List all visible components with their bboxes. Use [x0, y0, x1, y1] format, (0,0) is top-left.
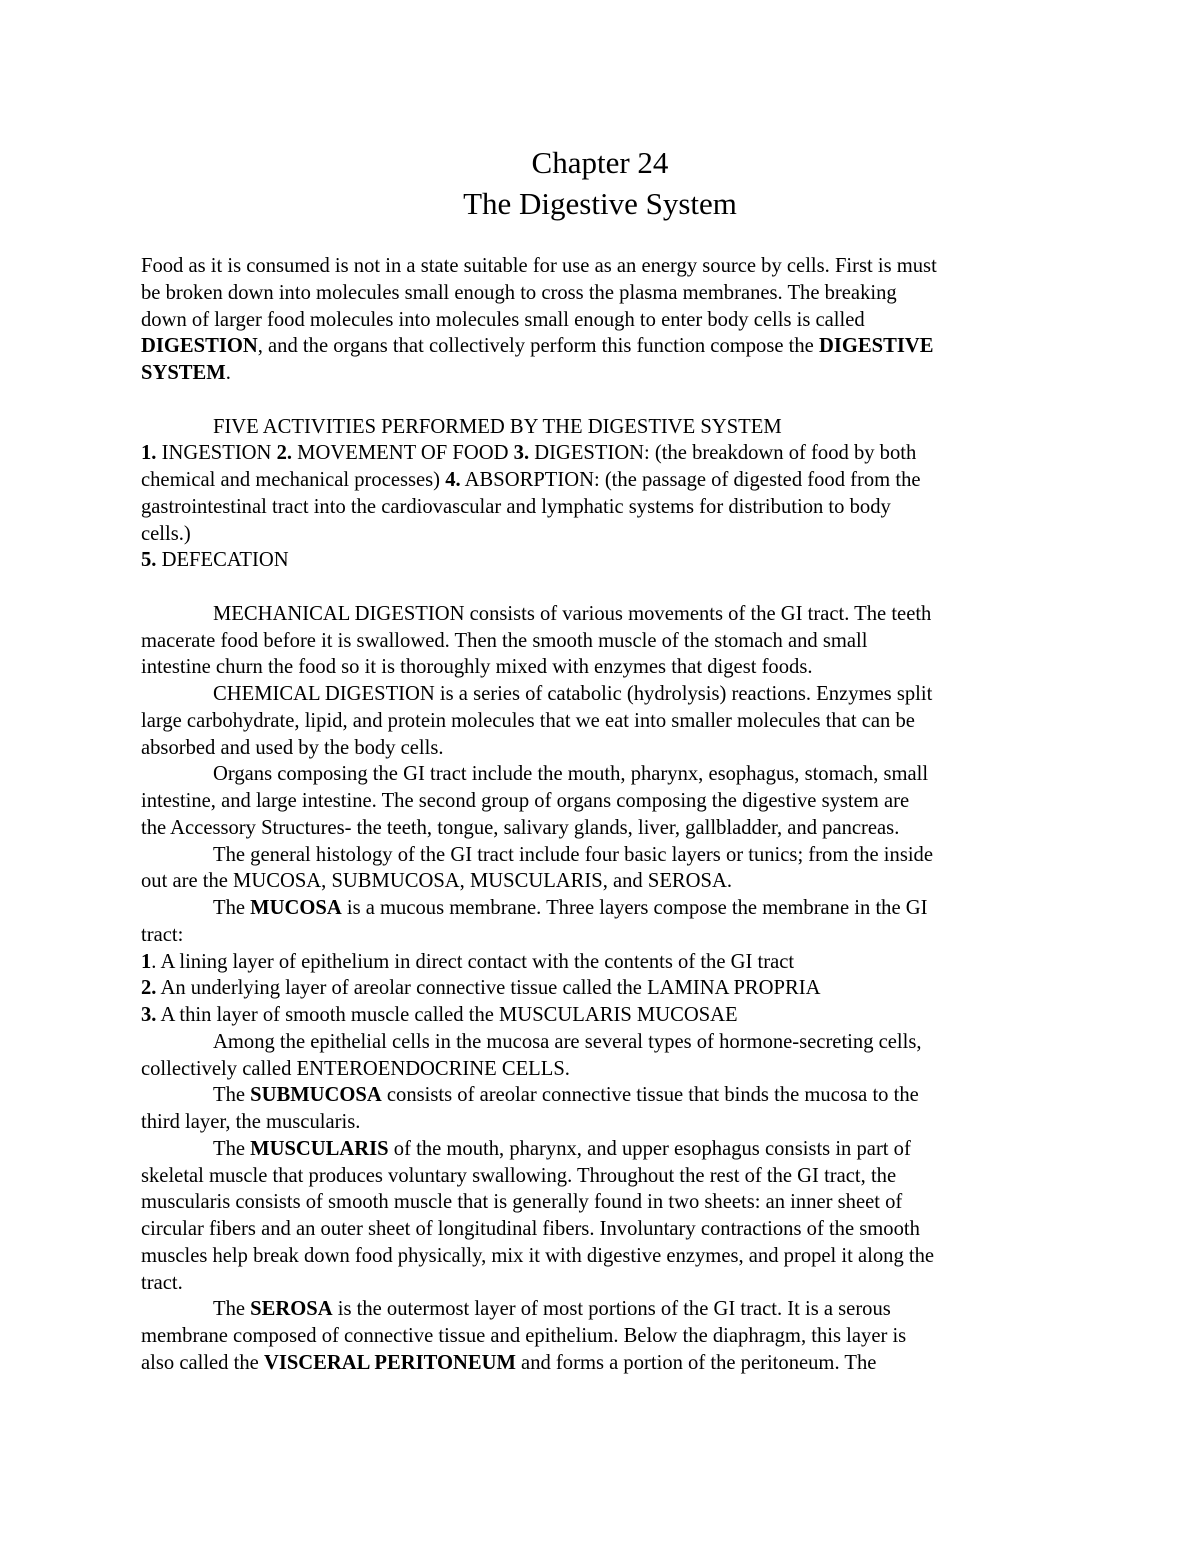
text-run: also called the — [141, 1351, 264, 1374]
text-run: intestine, and large intestine. The second group of organs composing the digestive system are — [141, 790, 910, 812]
text-run: cells.) — [141, 522, 191, 545]
text-line — [141, 1216, 920, 1242]
text-line — [141, 975, 820, 1001]
text-run: Food as it is consumed is not in a state suitable for use as an energy source by cells. First is must — [141, 255, 937, 277]
text-run: consists of areolar connective tissue that binds the mucosa to the — [381, 1084, 919, 1107]
text-line — [141, 868, 732, 894]
text-line — [213, 1296, 891, 1322]
text-line — [141, 333, 933, 359]
bold-term: MUSCULARIS — [250, 1137, 389, 1160]
bold-term: DIGESTION — [141, 335, 258, 358]
text-run: skeletal muscle that produces voluntary swallowing. Throughout the rest of the GI tract, the — [141, 1164, 897, 1187]
text-run: muscularis consists of smooth muscle that is generally found in two sheets: an inner sheet of — [141, 1191, 903, 1214]
text-run: absorbed and used by the body cells. — [141, 736, 444, 759]
bold-term: 5. — [141, 549, 157, 572]
text-line — [141, 788, 909, 814]
text-run: circular fibers and an outer sheet of longitudinal fibers. Involuntary contractions of the smooth — [141, 1218, 920, 1240]
text-line — [141, 1323, 906, 1349]
text-line — [141, 735, 444, 761]
text-line — [213, 414, 782, 440]
bold-term: 2. — [276, 442, 293, 465]
text-line — [141, 1270, 183, 1296]
text-line — [213, 842, 933, 868]
text-run: intestine churn the food so it is thoroughly mixed with enzymes that digest foods. — [141, 656, 813, 679]
text-run: . A lining layer of epithelium in direct contact with the contents of the GI tract — [151, 950, 795, 973]
text-line — [141, 949, 794, 975]
text-line — [141, 1189, 902, 1215]
text-run: The general histology of the GI tract include four basic layers or tunics; from the inside — [213, 843, 933, 866]
text-line — [141, 280, 897, 306]
text-run: , and the organs that collectively perform this function compose the — [257, 335, 819, 358]
text-line — [213, 681, 932, 707]
text-line — [141, 521, 191, 547]
text-run: FIVE ACTIVITIES PERFORMED BY THE DIGESTIVE SYSTEM — [213, 415, 782, 438]
text-line — [141, 307, 865, 333]
text-line — [213, 761, 928, 787]
text-run: DEFECATION — [156, 549, 289, 572]
text-run: The — [213, 1137, 251, 1160]
text-run: third layer, the muscularis. — [141, 1111, 361, 1133]
chapter-title: The Digestive System — [463, 186, 737, 221]
text-line — [141, 1163, 896, 1189]
bold-term: SYSTEM — [141, 362, 226, 384]
text-run: DIGESTION: (the breakdown of food by both — [529, 442, 917, 465]
text-line — [141, 708, 915, 734]
text-line — [141, 547, 289, 573]
text-line — [141, 494, 891, 520]
text-line — [141, 1109, 360, 1135]
bold-term: 4. — [445, 469, 461, 491]
text-run: MECHANICAL DIGESTION consists of various movements of the GI tract. The teeth — [213, 602, 932, 625]
bold-term: SEROSA — [250, 1298, 333, 1321]
text-run: chemical and mechanical processes) — [141, 469, 446, 491]
text-line — [141, 440, 916, 466]
text-run: is the outermost layer of most portions of the GI tract. It is a serous — [332, 1298, 891, 1321]
text-line — [213, 1082, 919, 1108]
text-run: . — [225, 362, 231, 384]
bold-term: 1 — [141, 950, 152, 973]
bold-term: 3. — [513, 442, 530, 465]
text-run: macerate food before it is swallowed. Then the smooth muscle of the stomach and small — [141, 629, 868, 652]
text-line — [213, 1136, 911, 1162]
bold-term: SUBMUCOSA — [250, 1084, 382, 1107]
text-run: Among the epithelial cells in the mucosa are several types of hormone-secreting cells, — [213, 1030, 922, 1053]
text-run: tract. — [141, 1271, 183, 1294]
text-run: ABSORPTION: (the passage of digested food from the — [460, 469, 921, 491]
text-run: of the mouth, pharynx, and upper esophagus consists in part of — [388, 1137, 911, 1160]
text-line — [141, 628, 868, 654]
text-run: CHEMICAL DIGESTION is a series of catabolic (hydrolysis) reactions. Enzymes split — [213, 683, 933, 705]
text-line — [141, 922, 183, 948]
bold-term: 1. — [141, 442, 157, 465]
text-line — [141, 1243, 934, 1269]
text-run: gastrointestinal tract into the cardiovascular and lymphatic systems for distribution to body — [141, 495, 891, 518]
text-line — [213, 895, 927, 921]
text-run: The — [213, 1298, 251, 1321]
text-line — [141, 654, 813, 680]
text-run: An underlying layer of areolar connective tissue called the LAMINA PROPRIA — [156, 977, 821, 1000]
text-run: be broken down into molecules small enough to cross the plasma membranes. The breaking — [141, 281, 897, 304]
bold-term: 3. — [141, 1004, 157, 1026]
bold-term: DIGESTIVE — [818, 335, 934, 358]
text-run: MOVEMENT OF FOOD — [292, 442, 514, 465]
text-line — [141, 1056, 570, 1082]
text-run: down of larger food molecules into molecules small enough to enter body cells is called — [141, 308, 865, 331]
chapter-number: Chapter 24 — [531, 145, 669, 180]
text-line — [141, 253, 937, 279]
text-line — [213, 601, 931, 627]
text-line — [141, 815, 899, 841]
text-line — [141, 467, 921, 493]
text-run: The — [213, 1084, 251, 1107]
text-line — [141, 360, 231, 386]
text-run: collectively called ENTEROENDOCRINE CELLS. — [141, 1057, 570, 1080]
text-run: out are the MUCOSA, SUBMUCOSA, MUSCULARIS, and SEROSA. — [141, 870, 732, 893]
text-run: Organs composing the GI tract include the mouth, pharynx, esophagus, stomach, small — [213, 763, 929, 786]
bold-term: 2. — [141, 977, 157, 1000]
text-run: A thin layer of smooth muscle called the MUSCULARIS MUCOSAE — [156, 1004, 738, 1026]
text-run: is a mucous membrane. Three layers compose the membrane in the GI — [341, 897, 928, 919]
text-run: INGESTION — [156, 442, 277, 465]
bold-term: MUCOSA — [250, 897, 342, 919]
text-line — [141, 1002, 738, 1028]
text-run: tract: — [141, 923, 184, 946]
text-line — [213, 1029, 922, 1055]
text-run: The — [213, 897, 251, 919]
text-line — [141, 1350, 876, 1376]
bold-term: VISCERAL PERITONEUM — [263, 1351, 516, 1374]
text-run: the Accessory Structures- the teeth, tongue, salivary glands, liver, gallbladder, and pancreas. — [141, 816, 900, 839]
text-run: muscles help break down food physically, mix it with digestive enzymes, and propel it along the — [141, 1244, 935, 1267]
text-run: large carbohydrate, lipid, and protein molecules that we eat into smaller molecules that can be — [141, 709, 915, 732]
text-run: and forms a portion of the peritoneum. The — [515, 1351, 877, 1374]
text-run: membrane composed of connective tissue and epithelium. Below the diaphragm, this layer is — [141, 1325, 907, 1347]
